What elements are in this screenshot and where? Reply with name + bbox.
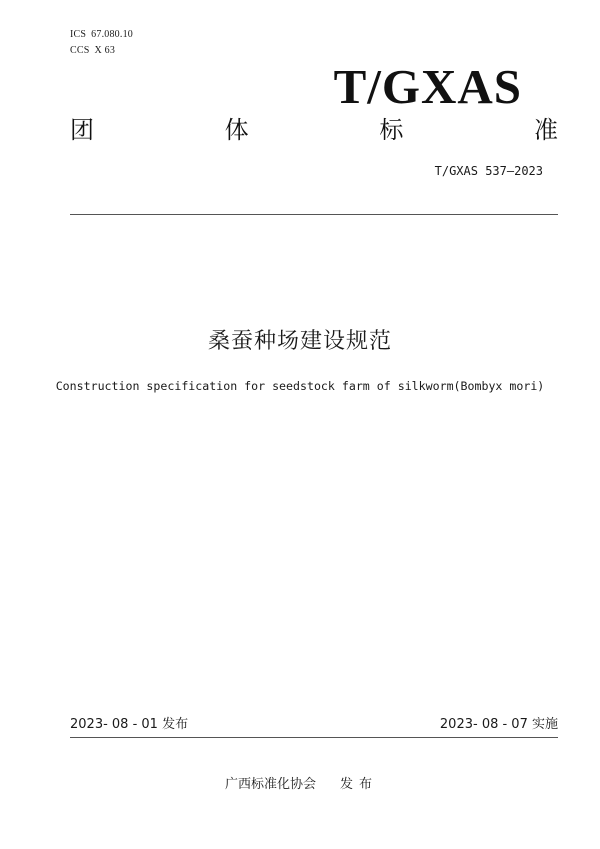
standard-type (70, 114, 558, 146)
implementation-date: 2023- 08 - 07 实施 (439, 717, 558, 732)
ics-label: ICS (70, 29, 87, 40)
publisher-name: 广西标准化协会 (225, 777, 317, 792)
ccs-code (70, 45, 115, 57)
standard-type-char: 准 (533, 116, 558, 144)
ccs-value: X 63 (94, 45, 116, 56)
publisher-action: 发布 (340, 777, 379, 792)
document-title-zh: 桑蚕种场建设规范 (207, 329, 392, 354)
ics-code (70, 29, 133, 41)
standard-type-char: 体 (224, 116, 249, 144)
ccs-label: CCS (70, 45, 90, 56)
ics-value: 67.080.10 (91, 29, 133, 40)
top-divider (70, 214, 558, 215)
standard-logo: T/GXAS (333, 59, 522, 114)
standard-number: T/GXAS 537—2023 (434, 164, 543, 178)
publisher (225, 776, 378, 793)
issue-date: 2023- 08 - 01 发布 (70, 717, 189, 732)
standard-type-char: 标 (379, 116, 404, 144)
standard-type-char: 团 (70, 116, 94, 144)
document-title-en: Construction specification for seedstock farm of silkworm(Bombyx mori) (55, 379, 545, 393)
bottom-divider (70, 737, 558, 738)
